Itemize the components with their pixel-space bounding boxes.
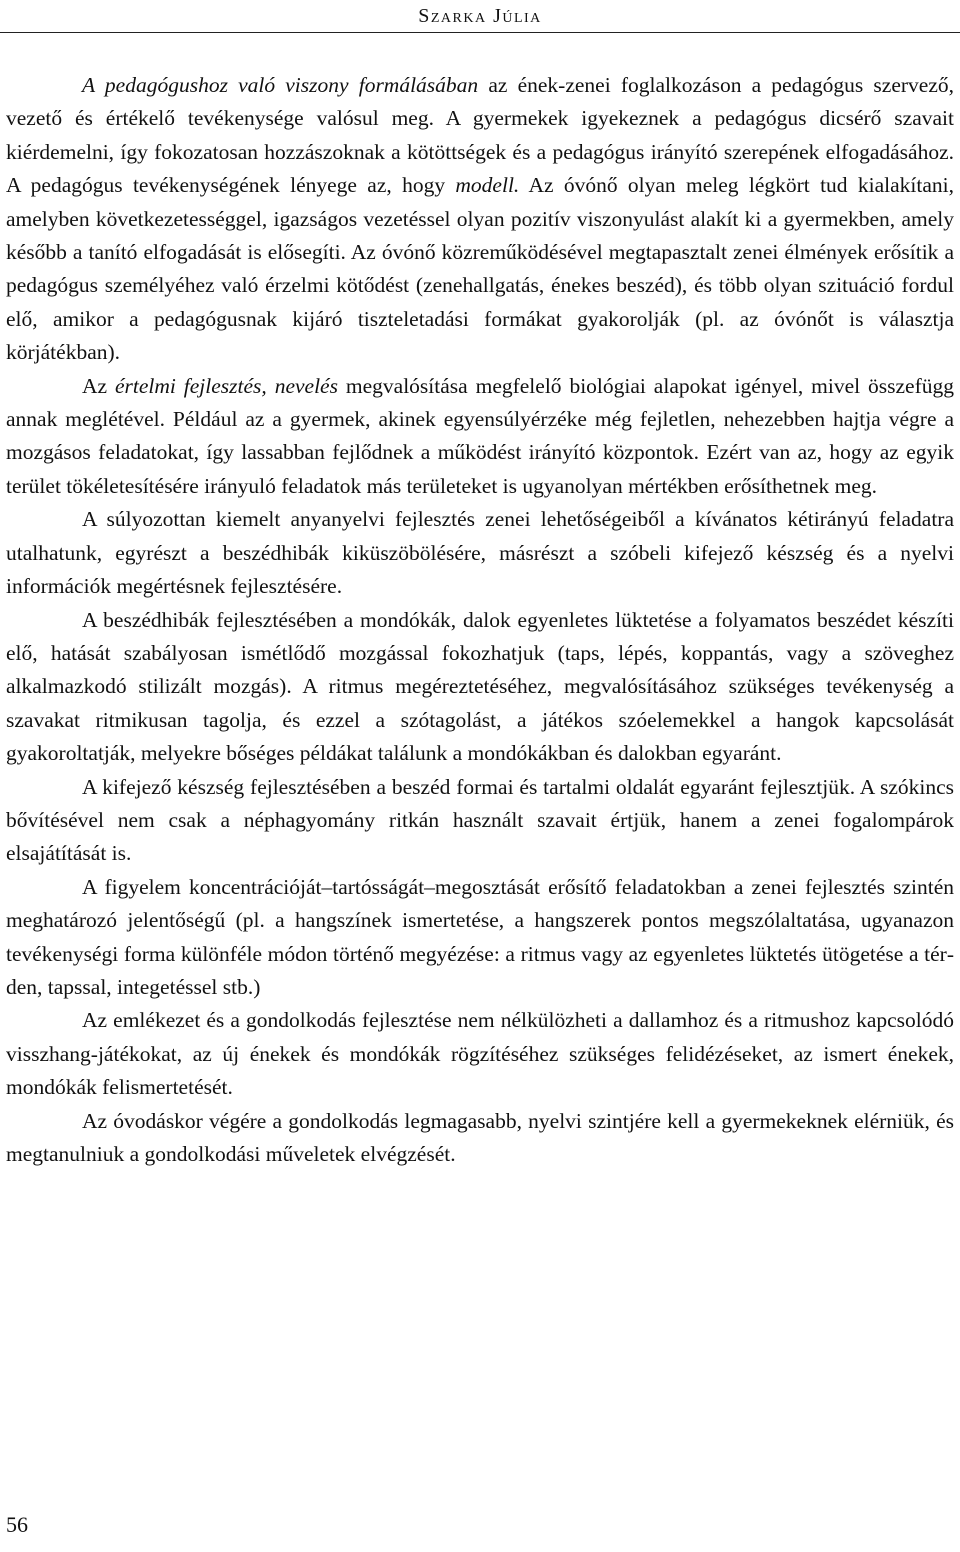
paragraph — [6, 370, 954, 504]
paragraph — [6, 69, 954, 370]
paragraph — [6, 871, 954, 1005]
text-segment: A beszédhibák fejlesztésében a mondókák, dalok egyenletes lüktetése a folyamatos beszédet készíti elő, hatását szabályosan ismétlődő mozgással fokozhatjuk (taps, lépés, koppantás, vagy a szöveghez alkalmazkodó stilizált mozgás). A ritmus megéreztetéséhez, megvalósításához szükséges tevékenység a szavakat ritmikusan tagolja, és ezzel a szótagolást, a játékos szóelemekkel a hangok kapcsolását gyakoroltatják, melyekre bőséges példákat találunk a mondókákban és dalokban egyaránt. — [6, 607, 954, 766]
paragraph — [6, 771, 954, 871]
text-segment: Az emlékezet és a gondolkodás fejlesztése nem nélkülözheti a dallamhoz és a ritmushoz kapcsolódó visszhang-játékokat, az új énekek és mondókák rögzítéséhez szükséges felidézéseket, az ismert énekek, mondókák felismertetését. — [6, 1008, 954, 1100]
text-segment: értelmi fejlesztés, nevelés — [114, 373, 338, 398]
text-segment: Az — [82, 373, 115, 398]
text-segment: A kifejező készség fejlesztésében a beszéd formai és tartalmi oldalát egyaránt fejlesztjük. A szókincs bővítésével nem csak a néphagyomány ritkán használt szavait értjük, hanem a zenei fogalompárok elsajátítását is. — [6, 774, 954, 866]
text-segment: az ének-zenei foglalkozáson a pedagógus szervező, vezető és értékelő tevékenysége valósul meg. A gyermekek igyekeznek a pedagógus dicsérő szavait kiérdemelni, így fokozatosan hozzászoknak a kötöttségek és a pedagógus irányító szerepének elfogadásához. A pedagógus tevékenységének lényege az, hogy — [6, 73, 954, 198]
paragraph — [6, 503, 954, 603]
paragraph — [6, 604, 954, 771]
text-segment: A pedagógushoz való viszony formálásában — [82, 73, 479, 97]
text-segment: A figyelem koncentrációját–tartósságát–megosztását erősítő feladatokban a zenei fejlesztés szintén meghatározó jelentőségű (pl. a hangszínek ismertetése, a hangszerek pontos megszólaltatása, ugyanazon tevékenységi forma különféle módon történő megyézése: a ritmus vagy az egyenletes lüktetés ütögetése a térden, tapssal, integetéssel stb.) — [6, 874, 954, 999]
text-segment: modell. — [455, 173, 520, 198]
text-segment: A súlyozottan kiemelt anyanyelvi fejlesztés zenei lehetőségeiből a kívánatos kétirányú feladatra utalhatunk, egyrészt a beszédhibák kiküszöbölésére, másrészt a szóbeli kifejező készség és a nyelvi információk megértésnek fejlesztésére. — [6, 507, 954, 599]
page-number: 56 — [6, 1512, 28, 1537]
running-header — [0, 0, 960, 33]
running-title: Szarka Júlia — [418, 5, 542, 27]
text-segment: Az óvónő olyan meleg légkört tud kialakítani, amelyben következetességgel, igazságos vezetéssel olyan pozitív viszonyulást alakít ki a gyermekben, amely később a tanító elfogadását is elősegíti. Az óvónő közreműködésével megtapasztalt zenei élmények erősítik a pedagógus személyéhez való érzelmi kötődést (zenehallgatás, énekes beszéd), és több olyan szituáció fordul elő, amikor a pedagógusnak kijáró tiszteletadási formákat gyakorolják (pl. az óvónőt is választja körjátékban). — [6, 173, 954, 365]
body-text — [6, 69, 954, 1171]
paragraph — [6, 1105, 954, 1172]
text-segment: megvalósítása megfelelő biológiai alapokat igényel, mivel összefügg annak meglétével. Például az a gyermek, akinek egyensúlyérzéke még fejletlen, nehezebben hajtja végre a mozgásos feladatokat, így lassabban fejlődnek a működést irányító központok. Ezért van az, hogy az egyik terület tökéletesítésére irányuló feladatok más területeket is ugyanolyan mértékben erősíthetnek meg. — [6, 373, 954, 498]
text-segment: Az óvodáskor végére a gondolkodás legmagasabb, nyelvi szintjére kell a gyermekeknek elérniük, és megtanulniuk a gondolkodási műveletek elvégzését. — [6, 1108, 954, 1166]
paragraph — [6, 1004, 954, 1104]
